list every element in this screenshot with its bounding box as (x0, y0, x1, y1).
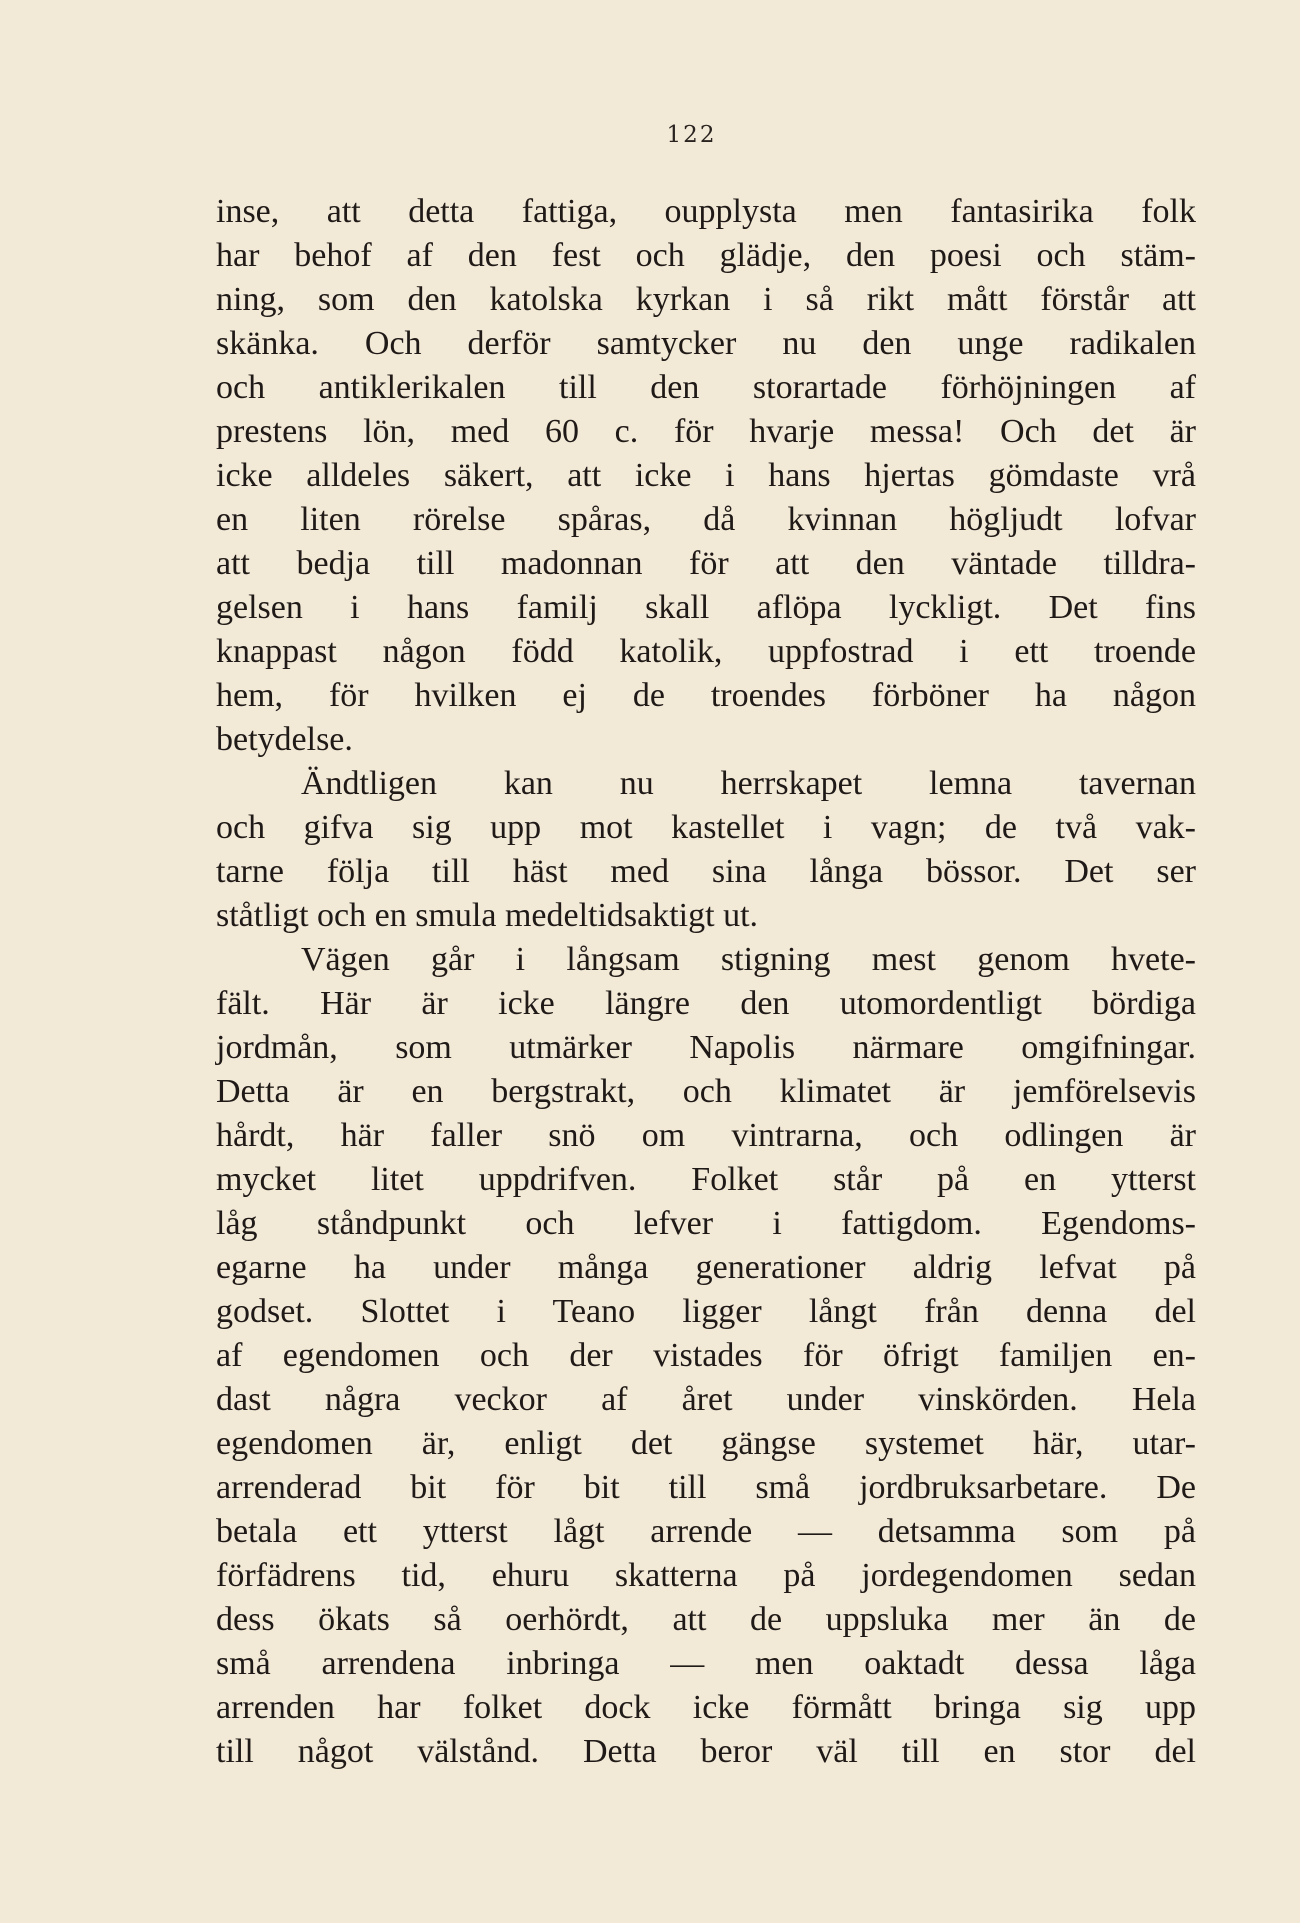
text-line: små arrendena inbringa — men oaktadt dessa låga (216, 1645, 1196, 1682)
text-line: dast några veckor af året under vinskörden. Hela (216, 1381, 1196, 1418)
text-line: och gifva sig upp mot kastellet i vagn; de två vak- (216, 809, 1196, 846)
text-line: dess ökats så oerhördt, att de uppsluka mer än de (216, 1601, 1196, 1638)
text-line: förfädrens tid, ehuru skatterna på jordegendomen sedan (216, 1557, 1196, 1594)
text-line: ståtligt och en smula medeltidsaktigt ut. (216, 897, 759, 934)
text-line: hårdt, här faller snö om vintrarna, och odlingen är (216, 1117, 1196, 1154)
text-line: till något välstånd. Detta beror väl till en stor del (216, 1733, 1196, 1770)
text-line: att bedja till madonnan för att den väntade tilldra- (216, 545, 1196, 582)
text-line: Ändtligen kan nu herrskapet lemna tavernan (301, 765, 1196, 802)
text-line: låg ståndpunkt och lefver i fattigdom. Egendoms- (216, 1205, 1196, 1242)
text-line: arrenden har folket dock icke förmått bringa sig upp (216, 1689, 1196, 1726)
text-line: icke alldeles säkert, att icke i hans hjertas gömdaste vrå (216, 457, 1196, 494)
text-line: hem, för hvilken ej de troendes förböner ha någon (216, 677, 1196, 714)
text-line: knappast någon född katolik, uppfostrad i ett troende (216, 633, 1196, 670)
text-line: egendomen är, enligt det gängse systemet här, utar- (216, 1425, 1196, 1462)
text-line: betydelse. (216, 721, 353, 758)
text-line: af egendomen och der vistades för öfrigt familjen en- (216, 1337, 1196, 1374)
text-line: jordmån, som utmärker Napolis närmare omgifningar. (216, 1029, 1196, 1066)
text-line: har behof af den fest och glädje, den poesi och stäm- (216, 237, 1196, 274)
text-line: inse, att detta fattiga, oupplysta men fantasirika folk (216, 193, 1196, 230)
body-text (216, 190, 1196, 1774)
text-line: tarne följa till häst med sina långa bössor. Det ser (216, 853, 1196, 890)
text-line: och antiklerikalen till den storartade förhöjningen af (216, 369, 1196, 406)
text-line: mycket litet uppdrifven. Folket står på en ytterst (216, 1161, 1196, 1198)
text-line: egarne ha under många generationer aldrig lefvat på (216, 1249, 1196, 1286)
text-line: gelsen i hans familj skall aflöpa lyckligt. Det fins (216, 589, 1196, 626)
text-line: godset. Slottet i Teano ligger långt från denna del (216, 1293, 1196, 1330)
text-line: skänka. Och derför samtycker nu den unge radikalen (216, 325, 1196, 362)
text-line: en liten rörelse spåras, då kvinnan högljudt lofvar (216, 501, 1196, 538)
page-number: 122 (666, 122, 717, 148)
text-line: fält. Här är icke längre den utomordentligt bördiga (216, 985, 1196, 1022)
text-line: prestens lön, med 60 c. för hvarje messa! Och det är (216, 413, 1196, 450)
text-line: ning, som den katolska kyrkan i så rikt mått förstår att (216, 281, 1196, 318)
text-line: arrenderad bit för bit till små jordbruksarbetare. De (216, 1469, 1196, 1506)
text-line: Vägen går i långsam stigning mest genom hvete- (301, 941, 1196, 978)
text-line: Detta är en bergstrakt, och klimatet är jemförelsevis (216, 1073, 1196, 1110)
text-line: betala ett ytterst lågt arrende — detsamma som på (216, 1513, 1196, 1550)
